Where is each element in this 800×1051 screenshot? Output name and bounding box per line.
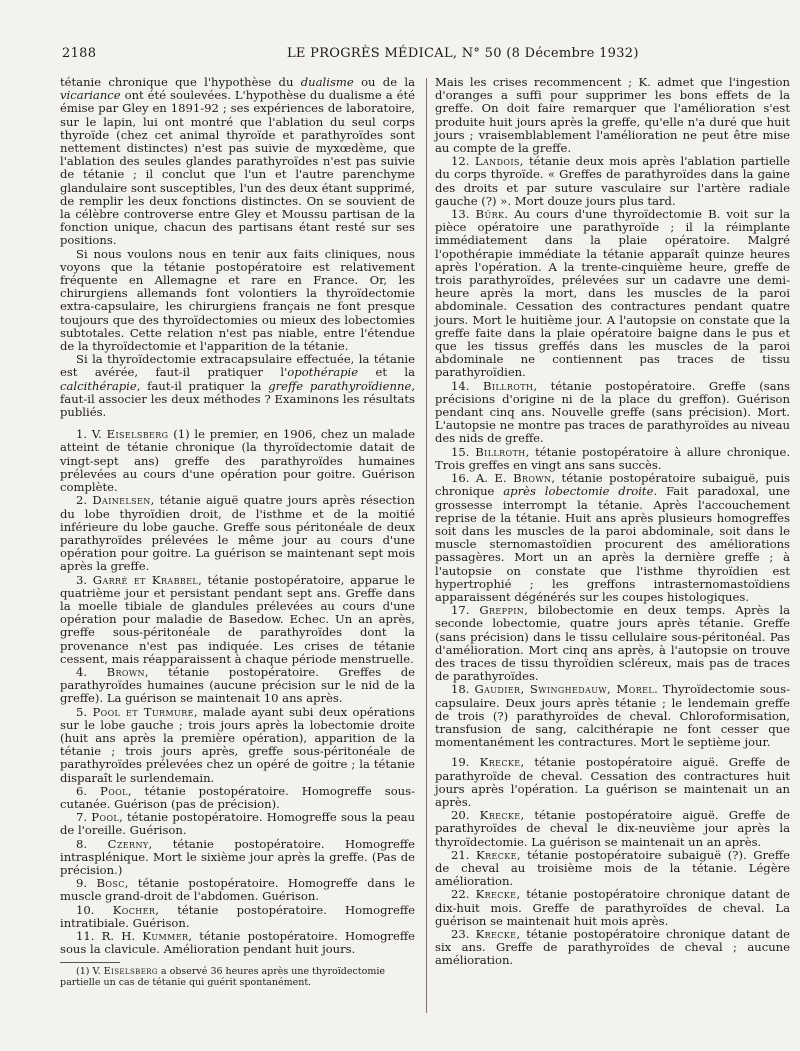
case-text: , tétanie postopératoire. Homogreffe sous la peau de l'oreille. Guérison.: [60, 810, 416, 838]
case-text: , tétanie postopératoire chronique datant de dix-huit mois. Greffe de parathyroïdes de cheval. La guérison se maintenait huit mois après.: [435, 887, 791, 928]
case-text: , tétanie postopératoire aiguë. Greffe de parathyroïdes de cheval le dix-neuvième jour après la thyroïdectomie. La guérison se maintenait un an après.: [435, 808, 790, 849]
case-number: 15.: [451, 444, 476, 459]
text-run: , faut-il associer les deux méthodes ? Examinons les résultats publiés.: [60, 378, 415, 420]
case-entry: [435, 155, 790, 208]
case-entry: [60, 877, 415, 903]
case-number: 11. R. H.: [76, 929, 143, 943]
case-text: , tétanie postopératoire. Homogreffe sous la clavicule. Amélioration pendant huit jours.: [60, 929, 415, 957]
case-text: , tétanie deux mois après l'ablation partielle du corps thyroïde. « Greffes de parathyroïdes dans la gaine des droits et par suture vasculaire sur l'artère radiale gauche (?) ». Mort douze jours plus tard.: [435, 154, 791, 208]
author-name: Eiselsberg: [106, 427, 169, 442]
case-entry: [435, 208, 790, 380]
case-entry: [435, 928, 790, 968]
case-number: 4.: [76, 664, 107, 679]
case-text: , tétanie postopératoire. Homogreffe intrasplénique. Mort le sixième jour après la greffe. (Pas de précision.): [60, 836, 415, 877]
author-name: Pool: [100, 783, 128, 798]
case-entry: [435, 446, 790, 472]
author-name: Eiselsberg: [103, 966, 158, 978]
case-list-right: [435, 155, 790, 967]
case-entry: [435, 888, 790, 928]
footnote-text: a observé 36 heures après une thyroïdectomie partielle un cas de tétanie qui guérit spontanément.: [60, 966, 385, 989]
case-number: 14.: [451, 378, 483, 393]
case-entry: [60, 706, 415, 785]
case-text: , tétanie postopératoire. Greffes de parathyroïdes humaines (aucune précision sur le nid de la greffe). La guérison se maintenait 10 ans après.: [60, 664, 415, 706]
footnote-rule: [60, 962, 120, 963]
column-divider: [426, 78, 427, 1013]
case-entry: [435, 849, 790, 889]
text-run: tétanie chronique que l'hypothèse du: [60, 75, 301, 89]
italic-term: après lobectomie droite: [503, 484, 654, 499]
case-number: 13.: [451, 207, 476, 222]
case-entry: [435, 604, 790, 683]
case-text: , tétanie postopératoire à allure chronique. Trois greffes en vingt ans sans succès.: [435, 444, 790, 472]
case-text: . Au cours d'une thyroïdectomie B. voit sur la pièce opératoire une parathyroïde ; il la réimplante immédiatement dans la plaie opératoire. Malgré l'opothérapie immédiate la tétanie apparaît quinze heures après l'opération. A la trente-cinquième heure, greffe de trois parathyroïdes, prélevées sur un cadavre une demi-heure après la mort, dans les muscles de la paroi abdominale. Cessation des contractures pendant quatre jours. Mort le huitième jour. A l'autopsie on constate que la greffe faite dans la plaie opératoire baigne dans le pus et que les tissus greffés dans les muscles de la paroi abdominale ne contiennent pas traces de tissu parathyroïdien.: [435, 207, 790, 380]
case-entry: [435, 380, 790, 446]
case-number: 10.: [76, 902, 113, 917]
paragraph: [60, 353, 415, 419]
author-name: Greppin: [479, 603, 525, 618]
case-entry: [60, 428, 415, 494]
case-text: , tétanie postopératoire chronique datant de six ans. Greffe de parathyroïdes de cheval ; aucune amélioration.: [435, 927, 791, 968]
author-name: Kocher: [112, 902, 156, 917]
right-column: [435, 76, 790, 968]
author-name: Gaudier, Swinghedauw, Morel: [474, 682, 655, 697]
case-entry: [60, 838, 415, 878]
case-entry: [60, 494, 415, 573]
case-number: 16. A. E.: [451, 471, 514, 486]
text-run: , faut-il pratiquer la: [136, 378, 269, 393]
case-number: 20.: [451, 808, 480, 823]
italic-term: dualisme: [300, 75, 354, 89]
author-name: Garré et Krabbel: [92, 572, 199, 587]
case-entry: [435, 472, 790, 604]
case-entry: [60, 574, 415, 666]
case-number: 23.: [451, 927, 476, 941]
left-column: [60, 76, 415, 988]
text-run: et la: [358, 365, 415, 380]
case-entry: [435, 756, 790, 809]
author-name: Brown: [106, 664, 145, 679]
paragraph: [60, 76, 415, 248]
case-number: 18.: [451, 682, 475, 697]
author-name: Billroth: [475, 444, 526, 459]
page-number: 2188: [62, 46, 97, 61]
case-text: , bilobectomie en deux temps. Après la seconde lobectomie, quatre jours après tétanie. Greffe (sans précision) dans le tissu cellulaire sous-péritonéal. Pas d'amélioration. Mort cinq ans après, à l'autopsie on trouve des traces de tissu thyroïdien scléreux, mais pas de traces de parathyroïdes.: [435, 603, 791, 684]
case-number: 2.: [76, 493, 93, 508]
author-name: Pool: [91, 810, 120, 825]
case-number: 5.: [76, 704, 93, 719]
author-name: Czerny: [107, 836, 149, 851]
case-number: 19.: [451, 755, 480, 770]
case-text: , malade ayant subi deux opérations sur le lobe gauche ; trois jours après la lobectomie droite (huit ans après la première opération), apparition de la tétanie ; trois jours après, greffe sous-péritonéale de parathyroïdes prélevées chez un opéré de goitre ; la tétanie disparaît le surlendemain.: [60, 704, 415, 785]
running-title: LE PROGRÈS MÉDICAL, N° 50 (8 Décembre 1932): [287, 46, 639, 61]
paragraph: Mais les crises recommencent ; K. admet que l'ingestion d'oranges a suffi pour supprimer les bons effets de la greffe. On doit faire remarquer que l'amélioration s'est produite huit jours après la greffe, qu'elle n'a duré que huit jours ; vraisemblablement l'amélioration ne peut être mise au compte de la greffe.: [435, 75, 790, 156]
text-run: Si la thyroïdectomie extracapsulaire effectuée, la tétanie est avérée, faut-il pratiquer l': [60, 352, 415, 380]
case-text: , tétanie postopératoire. Homogreffe intratibiale. Guérison.: [60, 902, 415, 930]
case-entry: [435, 809, 790, 849]
case-entry: [60, 930, 415, 956]
case-number: 8.: [76, 836, 108, 851]
case-entry: [60, 811, 415, 837]
case-text: , tétanie postopératoire. Greffe (sans précisions d'origine ni de la place du greffon). Guérison pendant cinq ans. Nouvelle greffe (sans précision). Mort. L'autopsie ne montre pas traces de parathyroïdes au niveau des nids de greffe.: [435, 378, 791, 446]
case-text: (1) le premier, en 1906, chez un malade atteint de tétanie chronique (la thyroïdectomie datait de vingt-sept ans) greffe des parathyroïdes humaines prélevées au cours d'une opération pour goitre. Guérison complète.: [60, 427, 415, 495]
italic-term: greffe parathyroïdienne: [268, 378, 412, 393]
author-name: Krecke: [475, 927, 517, 941]
paragraph: Si nous voulons nous en tenir aux faits cliniques, nous voyons que la tétanie postopératoire est relativement fréquente en Allemagne et rare en France. Or, les chirurgiens allemands font volontiers la thyroïdectomie extra-capsulaire, les chirurgiens français ne font presque toujours que des thyroïdectomies ou mieux des lobectomies subtotales. Cette relation n'est pas niable, entre l'étendue de la thyroïdectomie et l'apparition de la tétanie.: [60, 246, 415, 354]
case-number: 17.: [451, 603, 480, 618]
case-number: 1. V.: [76, 427, 107, 442]
case-number: 12.: [451, 154, 475, 169]
author-name: Landois: [474, 154, 520, 169]
author-name: Dainelsen: [92, 493, 151, 508]
italic-term: vicariance: [60, 88, 121, 103]
italic-term: calcithérapie: [60, 378, 137, 393]
text-run: ou de la: [353, 75, 416, 89]
author-name: Kummer: [142, 929, 189, 943]
page-header: [62, 40, 778, 66]
case-entry: [435, 683, 790, 749]
case-text: , tétanie postopératoire. Homogreffe sous-cutanée. Guérison (pas de précision).: [60, 783, 416, 811]
case-text: . Fait paradoxal, une grossesse interrompt la tétanie. Après l'accouchement reprise de la tétanie. Huit ans après plusieurs homogreffes soit dans les muscles de la paroi abdominale, soit dans le muscle sternomastoïdien procurent des améliorations passagères. Mort un an après la dernière greffe ; à l'autopsie on constate que l'isthme thyroïdien est hypertrophié ; les greffons intrasternomastoïdiens apparaissent dégénérés sur les coupes histologiques.: [435, 484, 791, 604]
author-name: Pool et Turmure: [92, 704, 194, 719]
case-number: 7.: [76, 810, 92, 825]
case-text: , tétanie postopératoire, apparue le quatrième jour et persistant pendant sept ans. Greffe dans la moelle tibiale de glandules prélevées au cours d'une opération pour maladie de Basedow. Echec. Un an après, greffe sous-péritonéale de parathyroïdes dont la provenance n'est pas indiquée. Les crises de tétanie cessent, mais réapparaissent à chaque période menstruelle.: [60, 572, 415, 666]
case-text: , tétanie postopératoire. Homogreffe dans le muscle grand-droit de l'abdomen. Guérison.: [60, 876, 416, 904]
case-list-left: [60, 428, 415, 956]
author-name: Brown: [513, 471, 552, 486]
case-number: 9.: [76, 876, 97, 891]
case-number: 22.: [451, 887, 476, 902]
case-number: 6.: [76, 783, 101, 798]
case-number: 3.: [76, 572, 93, 587]
case-text: . Thyroïdectomie sous-capsulaire. Deux jours après tétanie ; le lendemain greffe de trois (?) parathyroïdes de cheval. Chloroformisation, transfusion de sang, calcithérapie ne font cesser que momentanément les contractures. Mort le septième jour.: [435, 682, 790, 750]
author-name: Krecke: [475, 887, 517, 902]
footnote: [60, 966, 415, 988]
case-text: , tétanie postopératoire aiguë. Greffe de parathyroïde de cheval. Cessation des contractures huit jours après l'opération. La guérison se maintenait un an après.: [435, 755, 790, 809]
text-run: ont été soulevées. L'hypothèse du dualisme a été émise par Gley en 1891-92 ; ses expériences de laboratoire, sur le lapin, lui ont montré que l'ablation du seul corps thyroïde (chez cet animal thyroïde et parathyroïdes sont nettement distinctes) n'est pas suivie de myxœdème, que l'ablation des seules glandes parathyroïdes n'est pas suivie de tétanie ; il conclut que l'un et l'autre parenchyme glandulaire sont susceptibles, l'un des deux étant supprimé, de remplir les deux fonctions distinctes. On se souvient de la célèbre controverse entre Gley et Moussu partisan de la fonction unique, chacun des partisans étant resté sur ses positions.: [60, 88, 415, 248]
author-name: Billroth: [482, 378, 534, 393]
author-name: Krecke: [476, 847, 517, 862]
author-name: Krecke: [479, 808, 521, 823]
case-number: 21.: [451, 847, 477, 862]
case-text: , tétanie postopératoire subaiguë (?). Greffe de cheval au troisième mois de la tétanie. Légère amélioration.: [435, 847, 791, 889]
footnote-marker: (1) V.: [76, 966, 104, 978]
italic-term: opothérapie: [287, 365, 359, 380]
case-text: , tétanie postopératoire subaiguë, puis chronique: [435, 471, 790, 499]
case-text: , tétanie aiguë quatre jours après résection du lobe thyroïdien droit, de l'isthme et de la moitié inférieure du lobe gauche. Greffe sous péritonéale de deux parathyroïdes prélevées le même jour au cours d'une opération pour goitre. La guérison se maintenant sept mois après la greffe.: [60, 493, 415, 574]
case-entry: [60, 904, 415, 930]
case-entry: [60, 785, 415, 811]
author-name: Krecke: [479, 755, 521, 770]
author-name: Bürk: [475, 207, 505, 222]
author-name: Bosc: [96, 876, 125, 891]
case-entry: [60, 666, 415, 706]
